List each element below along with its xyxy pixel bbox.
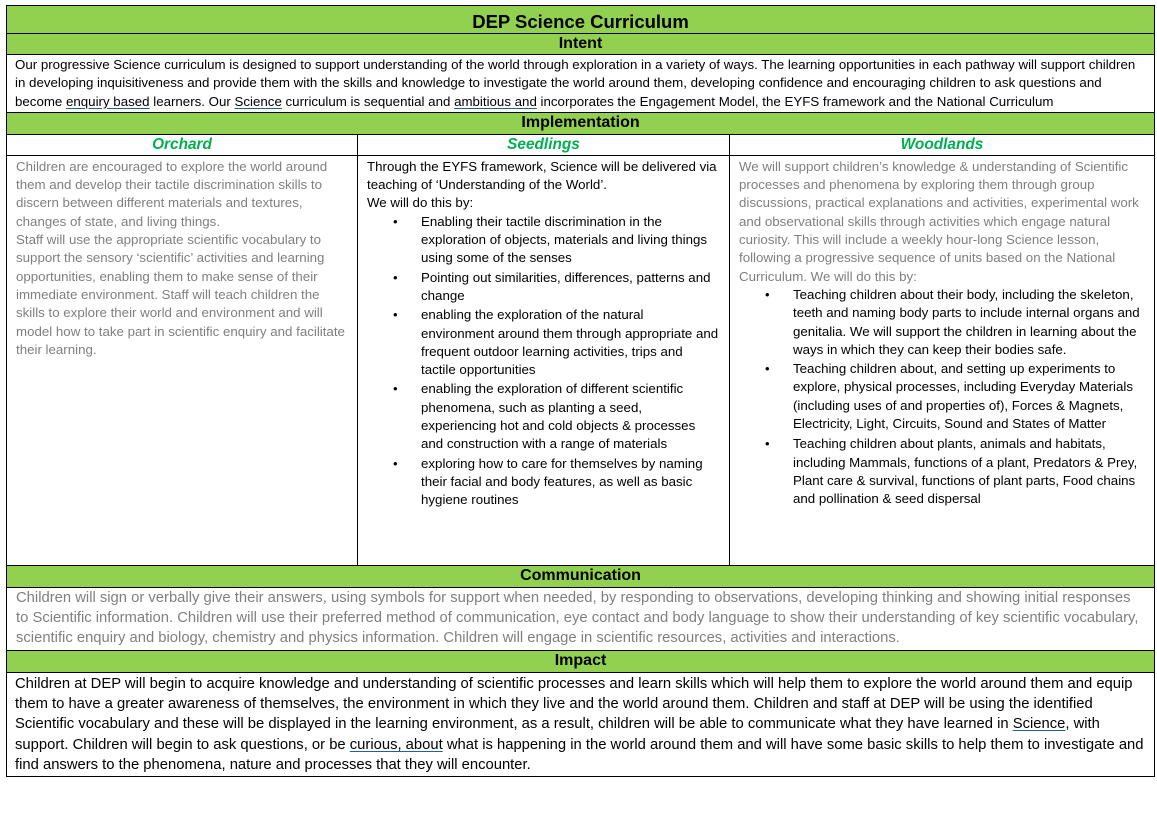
list-item-text: Teaching children about plants, animals and habitats, including Mammals, functions of a plant, Predators & Prey, Plant care & survival, functions of plant parts, Food chains and pollination & seed dispersal [793,436,1138,507]
bullet-icon: • [765,286,770,302]
list-item [765,435,1145,508]
list-item-text: Pointing out similarities, differences, patterns and change [421,269,711,303]
bullet-icon: • [393,213,398,229]
orchard-heading [7,134,358,155]
woodlands-list [739,286,1145,509]
communication-text: Children will sign or verbally give their answers, using symbols for support when needed, by responding to observations, developing thinking and showing initial responses to Scientific information. Children will use their preferred method of communication, eye contact and body language to show their understanding of key scientific vocabulary, scientific enquiry and biology, chemistry and physics information. Children will engage in scientific resources, activities and interactions. [16,589,1139,647]
intent-text-4: incorporates the Engagement Model, the EYFS framework and the National Curriculum [536,93,1054,109]
list-item-text: enabling the exploration of different scientific phenomena, such as planting a seed, experiencing hot and cold objects & processes and construction with a range of materials [421,381,696,452]
orchard-para-2: Staff will use the appropriate scientific vocabulary to support the sensory ‘scientific’ activities and learning opportunities, enabling them to make sense of their immediate environment. Staff will teach children the skills to explore their world and environment and will model how to take part in scientific enquiry and facilitate their learning. [16,232,345,357]
impact-text-3: what is happening in the world around them and will have some basic skills to help them to investigate and find answers to the phenomena, nature and processes that they will encounter. [15,736,1144,773]
curriculum-table [6,5,1155,777]
orchard-para-1: Children are encouraged to explore the world around them and develop their tactile discrimination skills to discern between different materials and textures, changes of state, and living things. [16,158,328,229]
woodlands-body [730,155,1155,565]
list-item [393,213,720,268]
list-item [765,286,1145,359]
impact-body [7,672,1155,776]
woodlands-heading-text: Woodlands [900,135,984,153]
woodlands-para-1: We will support children’s knowledge & understanding of Scientific processes and phenomena by exploring them through group discussions, practical explanations and activities, experimental work and observational skills through activities which engage natural curiosity. This will include a weekly hour-long Science lesson, following a progressive sequence of units based on the National Curriculum. We will do this by: [739,158,1139,284]
curious-underlined: curious, about [349,736,443,753]
page-title [7,6,1155,34]
implementation-heading-text: Implementation [521,113,640,131]
seedlings-para-1: Through the EYFS framework, Science will be delivered via teaching of ‘Understanding of the World’. [367,158,717,193]
list-item-text: Enabling their tactile discrimination in the exploration of objects, materials and living things using some of the senses [421,213,708,266]
science-underlined: Science [234,93,282,109]
enquiry-based-underlined: enquiry based [66,93,150,109]
seedlings-para-2: We will do this by: [367,195,474,211]
list-item [393,455,720,510]
list-item [393,380,720,453]
seedlings-heading-text: Seedlings [507,135,580,153]
bullet-icon: • [765,361,770,377]
ambitious-underlined: ambitious and [454,93,537,109]
bullet-icon: • [765,436,770,452]
bullet-icon: • [393,455,398,471]
communication-heading-text: Communication [520,566,641,584]
science-underlined-impact: Science [1012,716,1066,733]
communication-heading [7,565,1155,587]
implementation-heading [7,112,1155,134]
list-item-text: enabling the exploration of the natural environment around them through appropriate and frequent outdoor learning activities, trips and tactile opportunities [421,307,719,378]
intent-text-3: curriculum is sequential and [281,93,455,109]
seedlings-list [367,213,720,510]
intent-text-2: learners. Our [149,93,235,109]
intent-text-1: Our progressive Science curriculum is designed to support understanding of the world through exploration in a variety of ways. The learning opportunities in each pathway will support children in developing inquisitiveness and provide them with the skills and knowledge to investigate the world around them, developing confidence and encouraging children to ask questions and become [15,57,1136,109]
intent-heading [7,34,1155,55]
list-item-text: Teaching children about, and setting up experiments to explore, physical processes, including Everyday Materials (including uses of and properties of), Forces & Magnets, Electricity, Light, Circuits, Sound and States of Matter [793,361,1133,432]
impact-heading-text: Impact [554,651,607,669]
impact-heading [7,650,1155,672]
orchard-body [7,155,358,565]
list-item [393,269,720,306]
orchard-heading-text: Orchard [152,135,212,153]
intent-heading-text: Intent [558,35,603,52]
list-item [393,306,720,379]
title-text: DEP Science Curriculum [472,11,689,32]
list-item [765,360,1145,433]
bullet-icon: • [393,307,398,323]
impact-text-2: , with support. Children will begin to ask questions, or be [15,716,1100,753]
woodlands-heading [730,134,1155,155]
bullet-icon: • [393,381,398,397]
bullet-icon: • [393,269,398,285]
seedlings-body [358,155,730,565]
list-item-text: exploring how to care for themselves by naming their facial and body features, as well as basic hygiene routines [421,455,703,508]
seedlings-heading [358,134,730,155]
communication-body [7,587,1155,650]
impact-text-1: Children at DEP will begin to acquire knowledge and understanding of scientific processes and learn skills which will help them to explore the world around them and equip them to have a greater awareness of themselves, the environment in which they live and the world around them. Children and staff at DEP will be using the identified Scientific vocabulary and these will be displayed in the learning environment, as a result, children will be able to communicate what they have learned in [15,675,1133,733]
intent-body [7,55,1155,113]
list-item-text: Teaching children about their body, including the skeleton, teeth and naming body parts to include internal organs and genitalia. We will support the children in learning about the ways in which they can keep their bodies safe. [793,286,1140,357]
